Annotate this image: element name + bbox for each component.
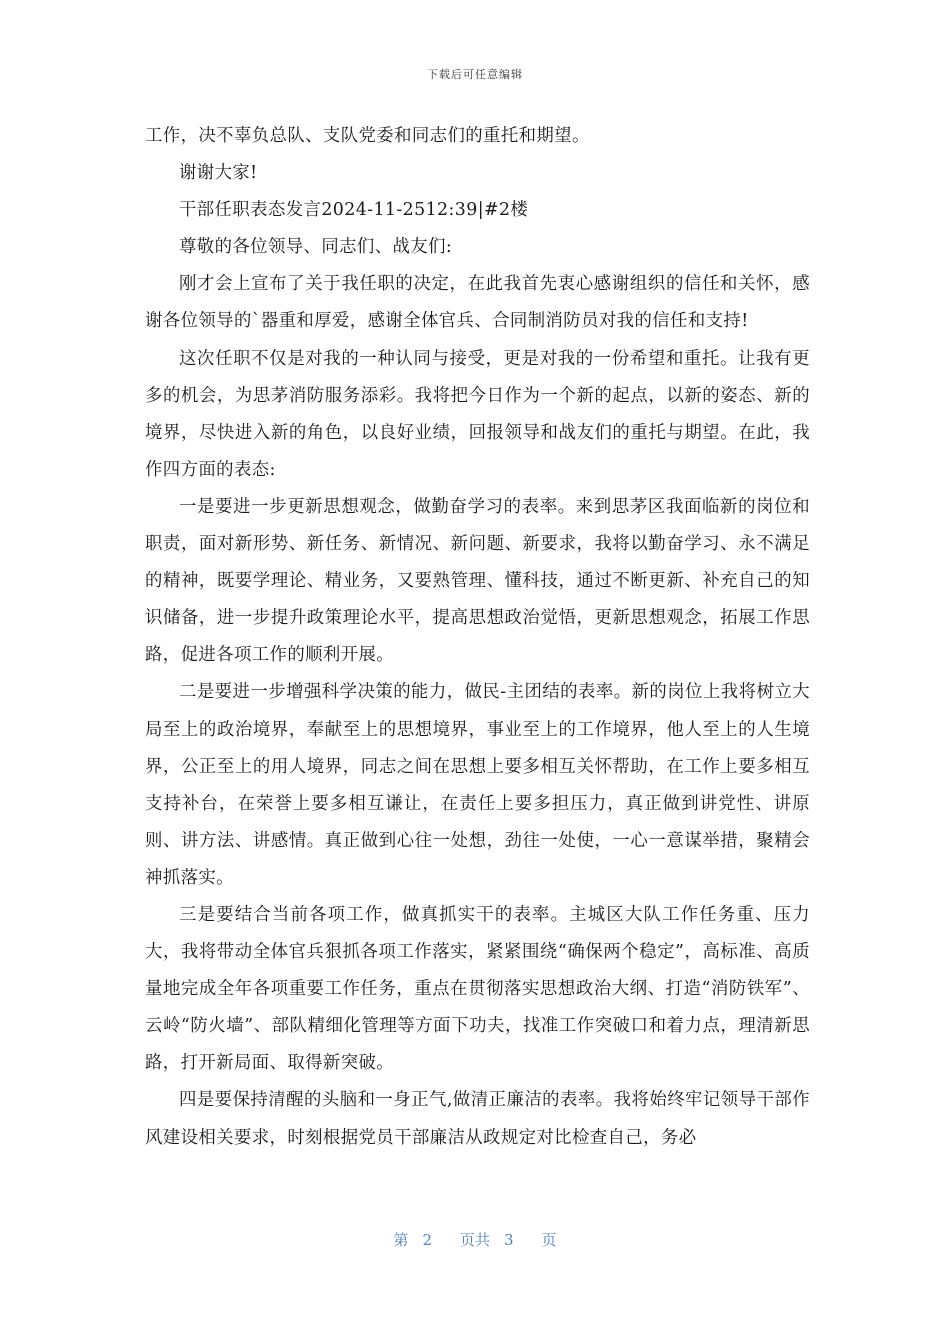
footer-suffix: 页 (541, 1231, 557, 1249)
paragraph: 四是要保持清醒的头脑和一身正气,做清正廉洁的表率。我将始终牢记领导干部作风建设相关要求，时刻根据党员干部廉洁从政规定对比检查自己，务必 (145, 1090, 810, 1148)
footer-total-pages: 3 (504, 1231, 514, 1249)
paragraph: 干部任职表态发言2024-11-2512:39|#2楼 (179, 200, 529, 221)
paragraph: 刚才会上宣布了关于我任职的决定，在此我首先衷心感谢组织的信任和关怀，感谢各位领导的`器重和厚爱，感谢全体官兵、合同制消防员对我的信任和支持! (145, 274, 810, 332)
footer-current-page: 2 (422, 1231, 432, 1249)
footer-prefix: 第 (393, 1231, 409, 1249)
paragraph: 这次任职不仅是对我的一种认同与接受，更是对我的一份希望和重托。让我有更多的机会，为思茅消防服务添彩。我将把今日作为一个新的起点，以新的姿态、新的境界，尽快进入新的角色，以良好业绩，回报领导和战友们的重托与期望。在此，我作四方面的表态: (145, 348, 810, 480)
page-footer (0, 1229, 950, 1250)
paragraph: 一是要进一步更新思想观念，做勤奋学习的表率。来到思茅区我面临新的岗位和职责，面对新形势、新任务、新情况、新问题、新要求，我将以勤奋学习、永不满足的精神，既要学理论、精业务，又要熟管理、懂科技，通过不断更新、补充自己的知识储备，进一步提升政策理论水平，提高思想政治觉悟，更新思想观念，拓展工作思路，促进各项工作的顺利开展。 (145, 496, 810, 666)
document-body (145, 118, 810, 1157)
paragraph: 三是要结合当前各项工作，做真抓实干的表率。主城区大队工作任务重、压力大，我将带动全体官兵狠抓各项工作落实，紧紧围绕“确保两个稳定”，高标准、高质量地完成全年各项重要工作任务，重点在贯彻落实思想政治大纲、打造“消防铁军”、云岭“防火墙”、部队精细化管理等方面下功夫，找准工作突破口和着力点，理清新思路，打开新局面、取得新突破。 (145, 904, 810, 1074)
page-header-note: 下载后可任意编辑 (427, 68, 523, 81)
paragraph: 工作，决不辜负总队、支队党委和同志们的重托和期望。 (145, 126, 590, 146)
footer-middle: 页共 (459, 1231, 490, 1249)
paragraph: 二是要进一步增强科学决策的能力，做民-主团结的表率。新的岗位上我将树立大局至上的政治境界，奉献至上的思想境界，事业至上的工作境界，他人至上的人生境界，公正至上的用人境界，同志之间在思想上要多相互关怀帮助，在工作上要多相互支持补台，在荣誉上要多相互谦让，在责任上要多担压力，真正做到讲党性、讲原则、讲方法、讲感情。真正做到心往一处想，劲往一处使，一心一意谋举措，聚精会神抓落实。 (145, 682, 810, 888)
paragraph: 谢谢大家! (179, 163, 258, 184)
paragraph: 尊敬的各位领导、同志们、战友们: (179, 237, 453, 258)
